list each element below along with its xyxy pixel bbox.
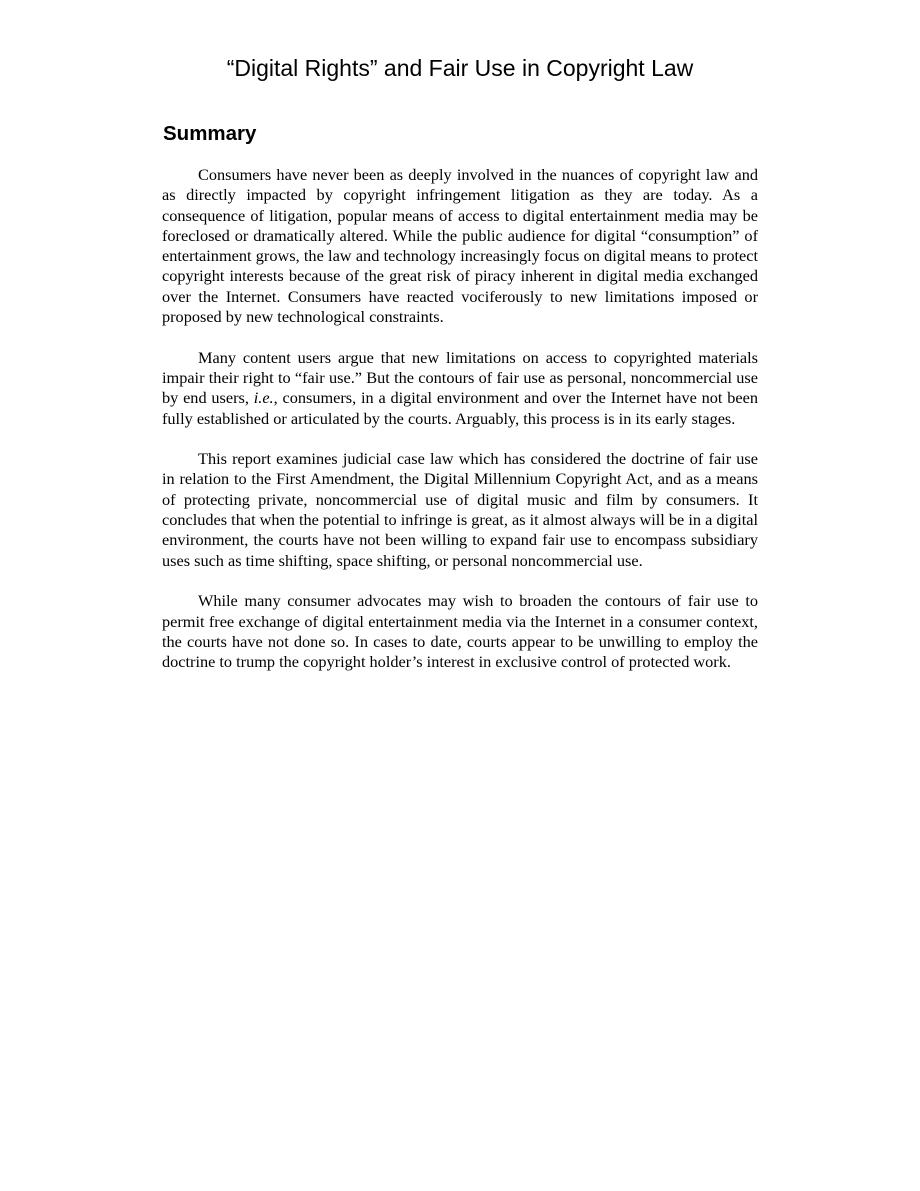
paragraph-2-text-start: Many content users argue that new limitations on access to copyrighted materials impair their right to “fair use.” But the contours of fair use as personal, noncommercial use by end users, (162, 347, 758, 408)
paragraph-1: Consumers have never been as deeply involved in the nuances of copyright law and as directly impacted by copyright infringement litigation as they are today. As a consequence of litigation, popular means of access to digital entertainment media may be foreclosed or dramatically altered. While the public audience for digital “consumption” of entertainment grows, the law and technology increasingly focus on digital means to protect copyright interests because of the great risk of piracy inherent in digital media exchanged over the Internet. Consumers have reacted vociferously to new limitations imposed or proposed by new technological constraints. (162, 165, 758, 327)
paragraph-2-italic-abbreviation: i.e., (253, 388, 278, 408)
paragraph-2 (162, 348, 758, 429)
document-title: “Digital Rights” and Fair Use in Copyright Law (226, 55, 694, 81)
summary-body (162, 165, 758, 672)
paragraph-3: This report examines judicial case law which has considered the doctrine of fair use in relation to the First Amendment, the Digital Millennium Copyright Act, and as a means of protecting private, noncommercial use of digital music and film by consumers. It concludes that when the potential to infringe is great, as it almost always will be in a digital environment, the courts have not been willing to expand fair use to encompass subsidiary uses such as time shifting, space shifting, or personal noncommercial use. (162, 449, 758, 570)
paragraph-4: While many consumer advocates may wish to broaden the contours of fair use to permit free exchange of digital entertainment media via the Internet in a consumer context, the courts have not done so. In cases to date, courts appear to be unwilling to employ the doctrine to trump the copyright holder’s interest in exclusive control of protected work. (162, 591, 758, 672)
paragraph-2-text-end: consumers, in a digital environment and over the Internet have not been fully established or articulated by the courts. Arguably, this process is in its early stages. (162, 388, 758, 428)
section-heading-summary: Summary (163, 122, 257, 145)
